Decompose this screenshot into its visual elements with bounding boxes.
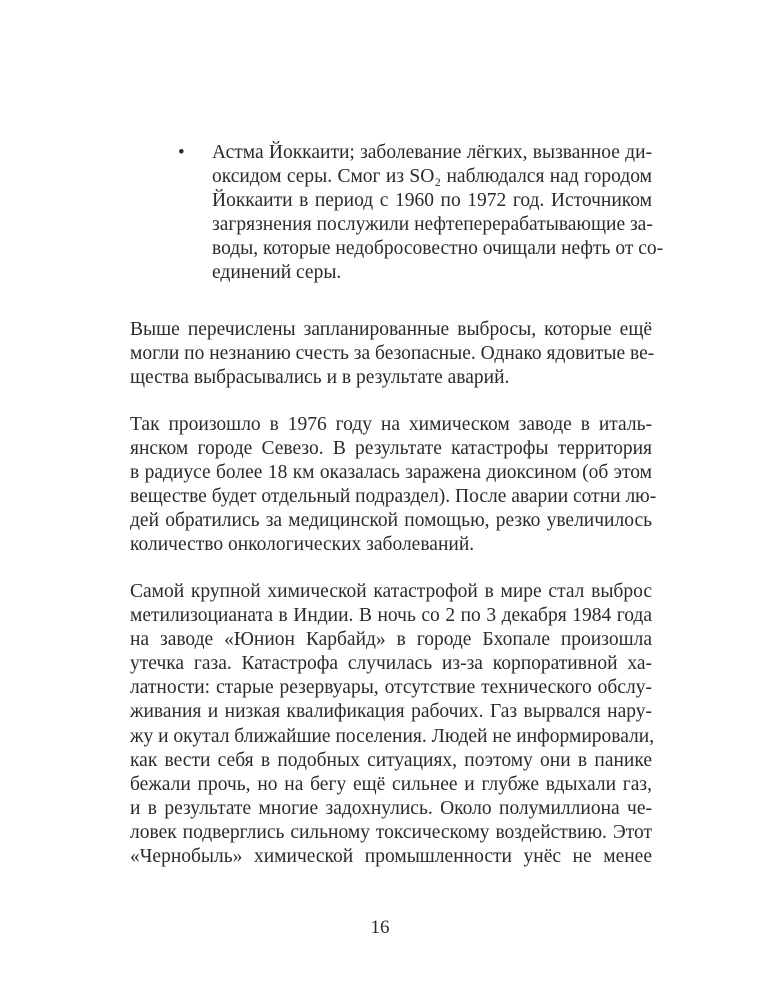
text-line: количество онкологических заболеваний. [130, 534, 475, 556]
paragraph-seveso [130, 413, 657, 558]
text-line: латности: старые резервуары, отсутствие технического обслу- [130, 677, 652, 699]
text-line: дей обратились за медицинской помощью, резко увеличилось [130, 510, 652, 532]
paragraph-bhopal [130, 580, 655, 869]
text-line: Астма Йоккаити; заболевание лёгких, вызванное ди- [212, 142, 652, 163]
text-line: «Чернобыль» химической промышленности унёс не менее [130, 846, 652, 868]
text-line: жу и окутал ближайшие поселения. Людей не информировали, [130, 725, 655, 747]
text-line: могли по незнанию счесть за безопасные. Однако ядовитые ве- [130, 343, 655, 365]
text-line: единений серы. [212, 262, 342, 284]
text-line: Йоккаити в период с 1960 по 1972 год. Источником [212, 190, 652, 212]
text-line: Самой крупной химической катастрофой в мире стал выброс [130, 581, 652, 602]
text-line: янском городе Севезо. В результате катастрофы территория [130, 438, 652, 460]
text-line: веществе будет отдельный подраздел). После аварии сотни лю- [130, 486, 657, 508]
bullet-item-yokkaichi-asthma [212, 141, 664, 286]
text-line: утечка газа. Катастрофа случилась из-за корпоративной ха- [130, 653, 652, 675]
text-line: Так произошло в 1976 году на химическом заводе в италь- [130, 414, 652, 435]
text-line: Выше перечислены запланированные выбросы, которые ещё [130, 319, 652, 340]
text-line: щества выбрасывались и в результате аварий. [130, 367, 510, 389]
page-number: 16 [370, 917, 390, 938]
text-line: ловек подверглись сильному токсическому воздействию. Этот [130, 821, 652, 843]
text-line: на заводе «Юнион Карбайд» в городе Бхопале произошла [130, 629, 652, 651]
text-line: как вести себя в подобных ситуациях, поэтому они в панике [130, 749, 652, 771]
text-line: загрязнения послужили нефтеперерабатывающие за- [212, 214, 653, 236]
text-line: метилизоцианата в Индии. В ночь со 2 по 3 декабря 1984 года [130, 605, 652, 627]
text-line: живания и низкая квалификация рабочих. Газ вырвался нару- [130, 701, 652, 723]
paragraph-planned-emissions [130, 318, 655, 390]
text-line: и в результате многие задохнулись. Около полумиллиона че- [130, 797, 652, 819]
text-line: воды, которые недобросовестно очищали нефть от со- [212, 238, 664, 260]
bullet-marker: • [178, 142, 185, 163]
text-line: в радиусе более 18 км оказалась заражена диоксином (об этом [130, 462, 652, 484]
text-line: бежали прочь, но на бегу ещё сильнее и глубже вдыхали газ, [130, 773, 652, 795]
text-line: оксидом серы. Смог из SO₂ наблюдался над городом [212, 166, 652, 188]
